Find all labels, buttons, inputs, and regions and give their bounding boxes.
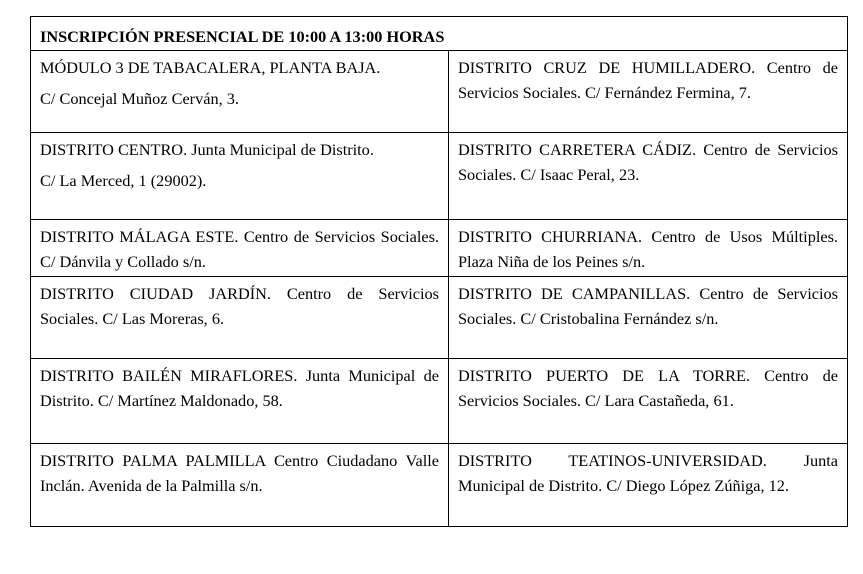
location-cell [31,359,449,444]
location-cell [449,133,848,220]
location-cell [31,444,449,527]
location-name: MÓDULO 3 DE TABACALERA, PLANTA BAJA. [40,58,381,77]
table-header: INSCRIPCIÓN PRESENCIAL DE 10:00 A 13:00 HORAS [31,17,848,51]
table-row [31,133,848,220]
location-cell [31,277,449,359]
location-text: DISTRITO PUERTO DE LA TORRE. Centro de Servicios Sociales. C/ Lara Castañeda, 61. [458,366,838,410]
registration-locations-table [30,16,848,527]
location-name: DISTRITO CENTRO. Junta Municipal de Distrito. [40,140,374,159]
location-address: C/ Concejal Muñoz Cerván, 3. [40,89,239,108]
location-cell [449,51,848,133]
location-cell [449,220,848,277]
location-text: DISTRITO PALMA PALMILLA Centro Ciudadano Valle Inclán. Avenida de la Palmilla s/n. [40,451,439,495]
location-text: DISTRITO CHURRIANA. Centro de Usos Múltiples. Plaza Niña de los Peines s/n. [458,227,838,271]
location-text: DISTRITO TEATINOS-UNIVERSIDAD. Junta Municipal de Distrito. C/ Diego López Zúñiga, 12. [458,451,838,495]
location-text: DISTRITO CARRETERA CÁDIZ. Centro de Servicios Sociales. C/ Isaac Peral, 23. [458,140,838,184]
location-cell [449,277,848,359]
location-text: DISTRITO BAILÉN MIRAFLORES. Junta Municipal de Distrito. C/ Martínez Maldonado, 58. [40,366,439,410]
location-address: C/ La Merced, 1 (29002). [40,171,207,190]
location-cell [31,133,449,220]
table-row [31,359,848,444]
location-cell [31,51,449,133]
table-header-row [31,17,848,51]
table-row [31,277,848,359]
location-text: DISTRITO MÁLAGA ESTE. Centro de Servicios Sociales. C/ Dánvila y Collado s/n. [40,227,439,271]
location-cell [449,359,848,444]
table-row [31,220,848,277]
location-cell [449,444,848,527]
table-row [31,444,848,527]
table-row [31,51,848,133]
location-text: DISTRITO CIUDAD JARDÍN. Centro de Servicios Sociales. C/ Las Moreras, 6. [40,284,439,328]
location-text: DISTRITO CRUZ DE HUMILLADERO. Centro de Servicios Sociales. C/ Fernández Fermina, 7. [458,58,838,102]
location-text: DISTRITO DE CAMPANILLAS. Centro de Servicios Sociales. C/ Cristobalina Fernández s/n. [458,284,838,328]
location-cell [31,220,449,277]
